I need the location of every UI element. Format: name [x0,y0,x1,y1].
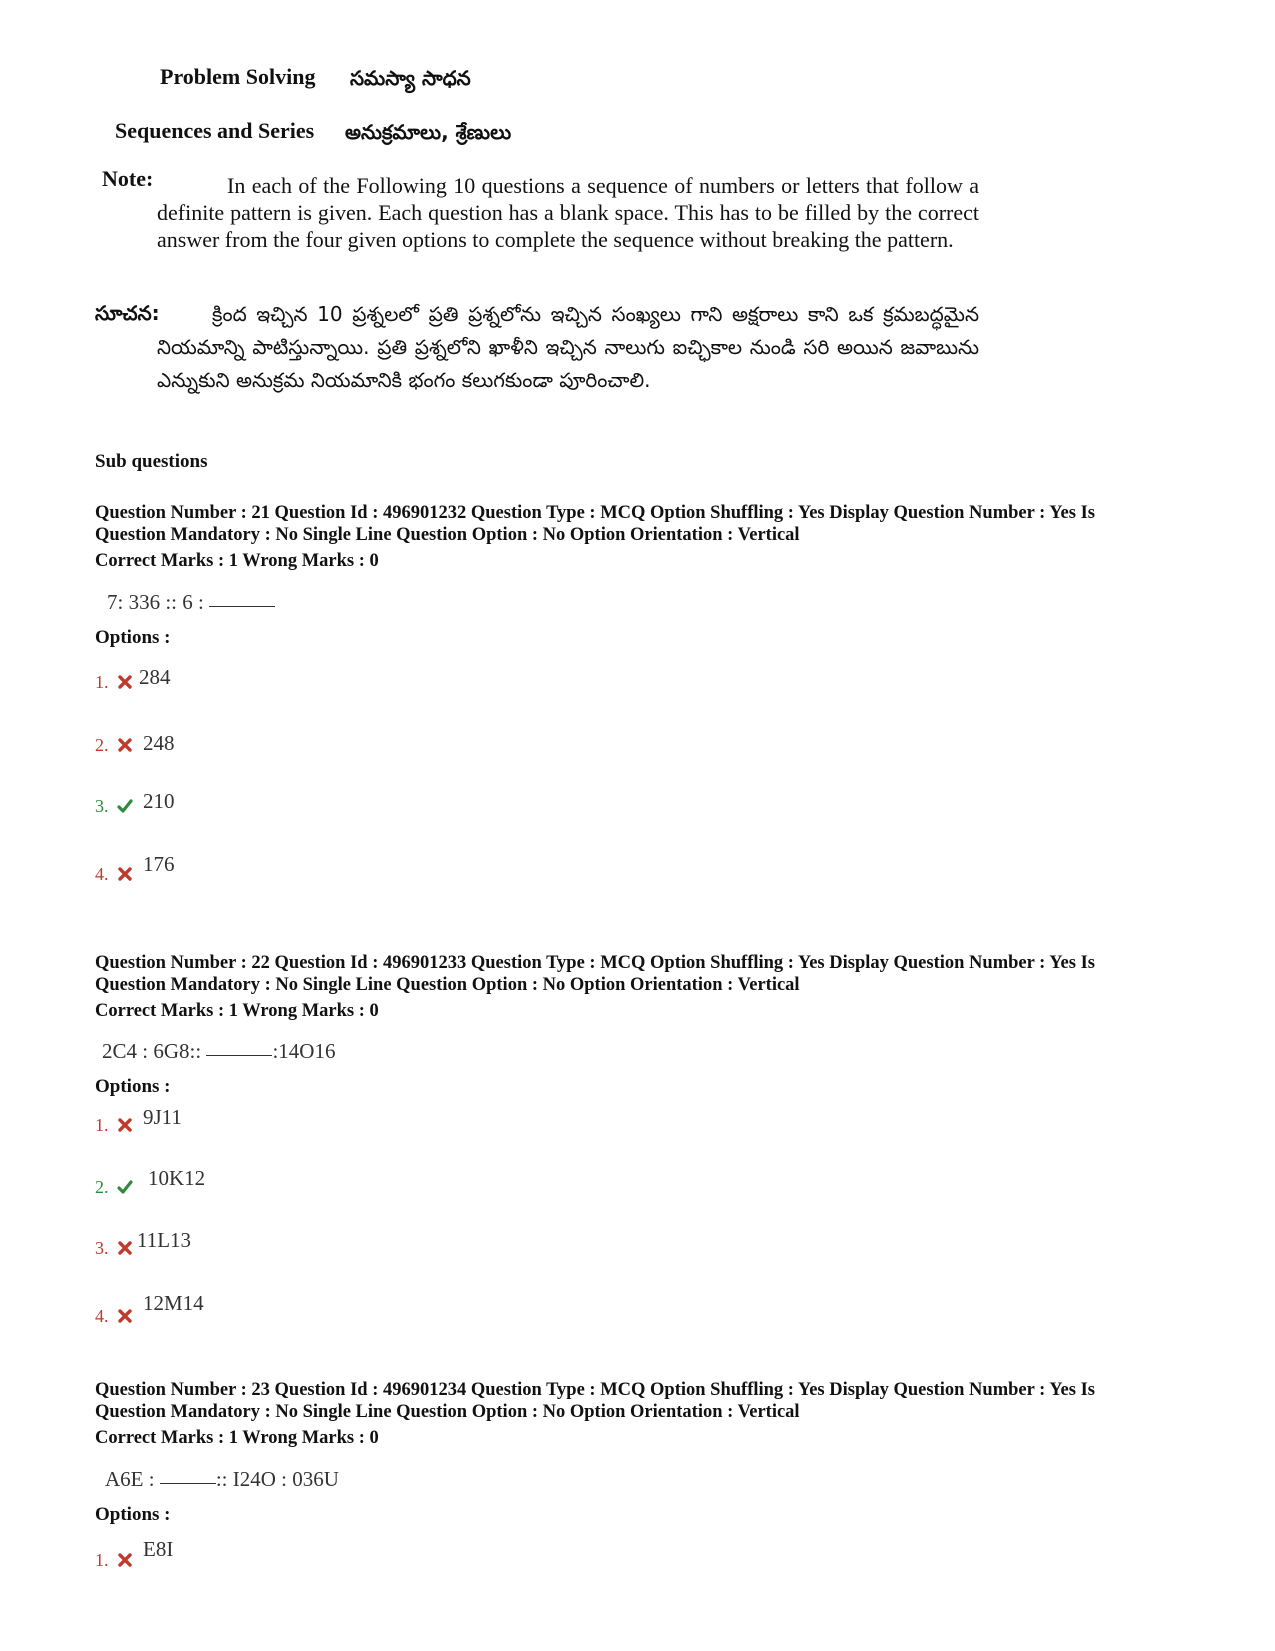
note-label: Note: [102,166,154,191]
question-marks: Correct Marks : 1 Wrong Marks : 0 [95,551,379,571]
option-number: 4. [95,1306,109,1326]
question-stem: 7: 336 :: 6 : [107,590,275,615]
topic-title: Sequences and Series [115,118,315,143]
cross-icon [117,1552,133,1568]
option-text: 176 [143,852,175,876]
option-number: 2. [95,1177,109,1197]
sub-questions-label: Sub questions [95,451,208,472]
question-marks: Correct Marks : 1 Wrong Marks : 0 [95,1428,379,1448]
check-icon [117,1179,133,1195]
option-text: 248 [143,731,175,755]
question-meta: Question Number : 22 Question Id : 496901233 Question Type : MCQ Option Shuffling : Yes Display Question Number : Yes Is Question Mandatory : No Single Line Question Option : No Option Orientation : Vertical [95,953,1095,995]
question-stem: A6E : :: I24O : 036U [105,1467,339,1491]
option-number: 1. [95,672,109,692]
cross-icon [117,674,133,690]
cross-icon [117,737,133,753]
option-item [95,796,133,817]
option-number: 1. [95,1550,109,1570]
option-item [95,864,133,885]
options-label: Options : [95,1504,171,1525]
note-text-telugu: క్రింద ఇచ్చిన 10 ప్రశ్నలలో ప్రతి ప్రశ్నలోను ఇచ్చిన సంఖ్యలు గాని అక్షరాలు కాని ఒక క్రమబద్ధమైన నియమాన్ని పాటిస్తున్నాయి. ప్రతి ప్రశ్నలోని ఖాళీని ఇచ్చిన నాలుగు ఐచ్ఛికాల నుండి సరి అయిన జవాబును ఎన్నుకుని అనుక్రమ నియమానికి భంగం కలుగకుండా పూరించాలి. [157,302,979,392]
cross-icon [117,866,133,882]
option-item [95,672,133,693]
options-label: Options : [95,627,171,648]
note-label-telugu: సూచన: [95,301,160,325]
option-item [95,1115,133,1136]
cross-icon [117,1240,133,1256]
option-text: 11L13 [137,1228,192,1252]
option-text: 12M14 [143,1291,204,1315]
option-text: E8I [143,1537,174,1561]
topic-title-telugu: అనుక్రమాలు, శ్రేణులు [345,120,512,144]
check-icon [117,798,133,814]
question-meta: Question Number : 21 Question Id : 496901232 Question Type : MCQ Option Shuffling : Yes Display Question Number : Yes Is Question Mandatory : No Single Line Question Option : No Option Orientation : Vertical [95,503,1095,545]
question-stem: 2C4 : 6G8:: :14O16 [102,1039,336,1063]
question-meta: Question Number : 23 Question Id : 496901234 Question Type : MCQ Option Shuffling : Yes Display Question Number : Yes Is Question Mandatory : No Single Line Question Option : No Option Orientation : Vertical [95,1380,1095,1422]
option-number: 4. [95,864,109,884]
option-item [95,735,133,756]
option-item [95,1177,133,1198]
option-number: 2. [95,735,109,755]
note-text: In each of the Following 10 questions a sequence of numbers or letters that follow a definite pattern is given. Each question has a blank space. This has to be filled by the correct answer from the four given options to complete the sequence without breaking the pattern. [157,173,979,252]
section-title: Problem Solving [160,64,316,89]
option-text: 210 [143,789,175,813]
option-number: 3. [95,796,109,816]
option-number: 3. [95,1238,109,1258]
option-item [95,1550,133,1571]
option-text: 10K12 [148,1166,206,1190]
option-text: 9J11 [143,1105,182,1129]
option-number: 1. [95,1115,109,1135]
option-item [95,1238,133,1259]
answer-blank [160,1483,216,1484]
cross-icon [117,1117,133,1133]
section-title-telugu: సమస్యా సాధన [350,66,471,90]
options-label: Options : [95,1076,171,1097]
cross-icon [117,1308,133,1324]
answer-blank [206,1055,272,1056]
answer-blank [209,606,275,607]
option-text: 284 [139,665,171,689]
question-marks: Correct Marks : 1 Wrong Marks : 0 [95,1001,379,1021]
option-item [95,1306,133,1327]
